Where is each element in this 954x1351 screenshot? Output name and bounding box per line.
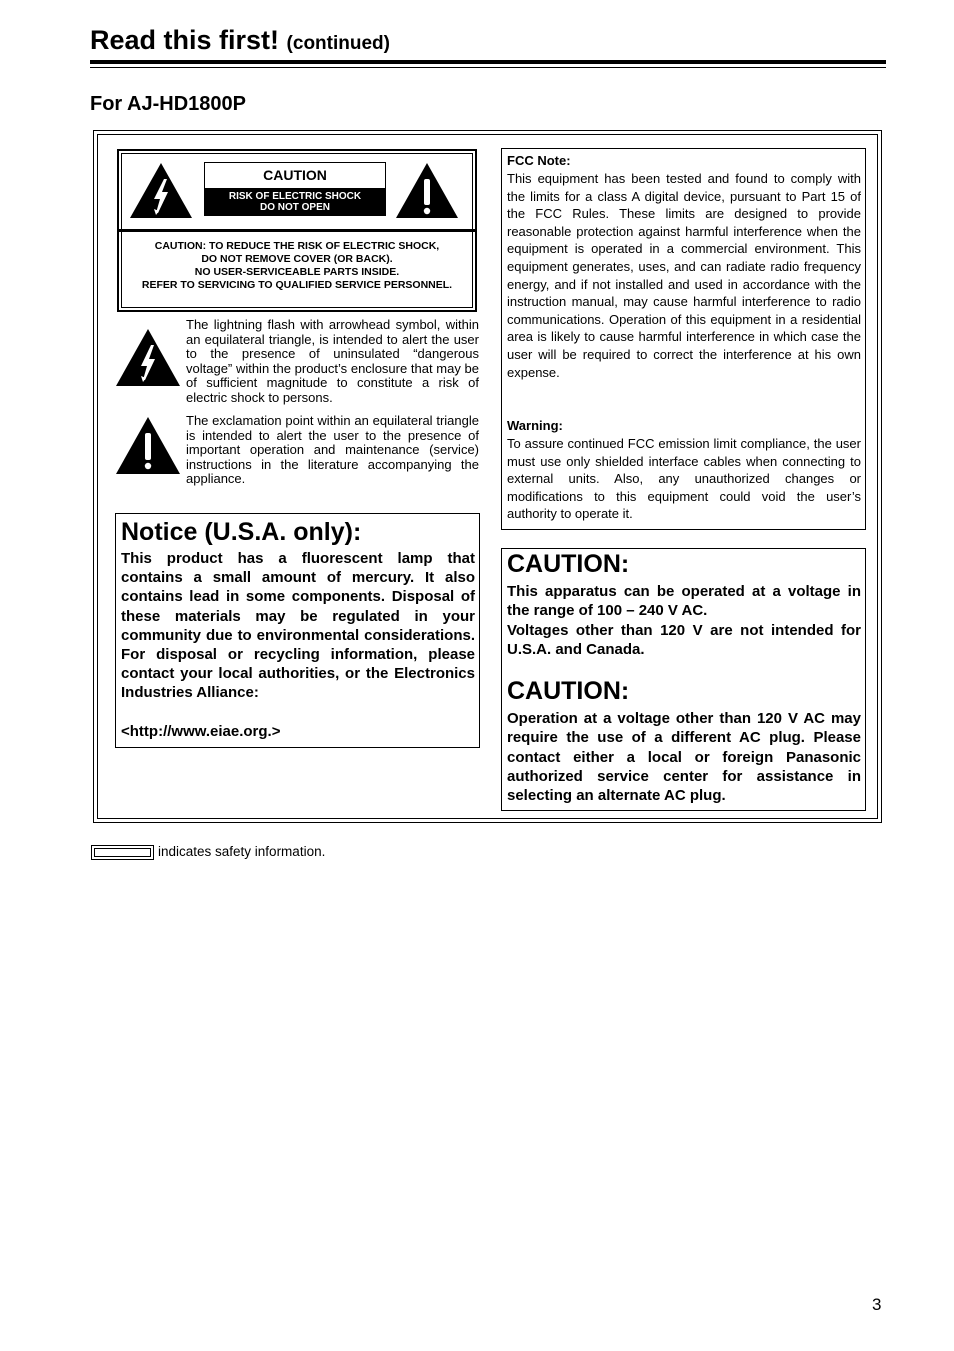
fcc-note-body: This equipment has been tested and found to comply with the limits for a class A digital device, pursuant to Part 15 of the FCC Rules. These limits are designed to provide reasonable protection against harmful interference when the equipment is operated in a commercial environment. This equipment generates, uses, and can radiate radio frequency energy, and if not installed and used in accordance with the instruction manual, may cause harmful interference to radio communications. Operation of this equipment in a residential area is likely to cause harmful interference in which case the user will be required to correct the interference at his own expense. — [507, 171, 861, 380]
page-title-continued: (continued) — [286, 33, 390, 54]
shock-warning-line-2: DO NOT OPEN — [259, 202, 330, 213]
caution-label-line: NO USER-SERVICEABLE PARTS INSIDE. — [194, 266, 400, 278]
notice-title: Notice (U.S.A. only): — [121, 518, 362, 546]
caution-label-line: DO NOT REMOVE COVER (OR BACK). — [201, 253, 393, 265]
page-title — [90, 24, 390, 60]
page-number: 3 — [872, 1295, 882, 1314]
caution-label-line: CAUTION: TO REDUCE THE RISK OF ELECTRIC SHOCK, — [154, 240, 440, 252]
caution-label-heading: CAUTION — [204, 162, 386, 189]
section-heading: For AJ-HD1800P — [90, 93, 246, 115]
page-title-text: Read this first! — [90, 25, 280, 55]
safety-legend-text: indicates safety information. — [158, 844, 326, 859]
caution-label-divider — [117, 229, 477, 232]
shock-warning-banner — [204, 189, 386, 216]
safety-legend-box — [91, 845, 154, 860]
notice-url: <http://www.eiae.org.> — [121, 723, 281, 740]
notice-body: This product has a fluorescent lamp that contains a small amount of mercury. It also contains lead in some components. Disposal of these materials may be regulated in your community due to environmental considerations. For disposal or recycling information, please contact your local authorities, or the Electronics Industries Alliance: — [121, 550, 475, 702]
fcc-warning-body: To assure continued FCC emission limit compliance, the user must use only shielded interface cables when connecting to external units. Also, any unauthorized changes or modifications to this equipment could void the user’s authority to operate it. — [507, 436, 861, 522]
header-rule-thin — [90, 67, 886, 68]
caution-ac-plug-text: Operation at a voltage other than 120 V AC may require the use of a different AC plug. Please contact either a local or foreign Panasonic authorized service center for assistance in selecting an alternate AC plug. — [507, 710, 861, 805]
lightning-symbol-icon — [114, 326, 182, 388]
caution-label-line: REFER TO SERVICING TO QUALIFIED SERVICE PERSONNEL. — [141, 279, 453, 291]
caution-label-text — [121, 240, 473, 292]
caution-voltage-range-text: This apparatus can be operated at a voltage in the range of 100 – 240 V AC. — [507, 583, 861, 620]
lightning-symbol-description: The lightning flash with arrowhead symbol, within an equilateral triangle, is intended to alert the user to the presence of uninsulated “dangerous voltage” within the product’s enclosure that may be of sufficient magnitude to constitute a risk of electric shock to persons. — [186, 317, 479, 405]
caution-voltage-region-text: Voltages other than 120 V are not intended for U.S.A. and Canada. — [507, 622, 861, 659]
exclamation-warning-icon — [393, 159, 461, 221]
fcc-warning-heading: Warning: — [507, 418, 563, 433]
lightning-warning-icon — [127, 159, 195, 221]
fcc-note-heading: FCC Note: — [507, 153, 571, 168]
caution-title-ac-plug: CAUTION: — [507, 677, 630, 705]
exclamation-symbol-icon — [114, 414, 182, 476]
shock-warning-line-1: RISK OF ELECTRIC SHOCK — [228, 191, 362, 202]
caution-title-voltage-range: CAUTION: — [507, 550, 630, 578]
header-rule-thick — [90, 60, 886, 64]
exclamation-symbol-description: The exclamation point within an equilateral triangle is intended to alert the user to the presence of important operation and maintenance (service) instructions in the literature accompanying the appliance. — [186, 413, 479, 486]
